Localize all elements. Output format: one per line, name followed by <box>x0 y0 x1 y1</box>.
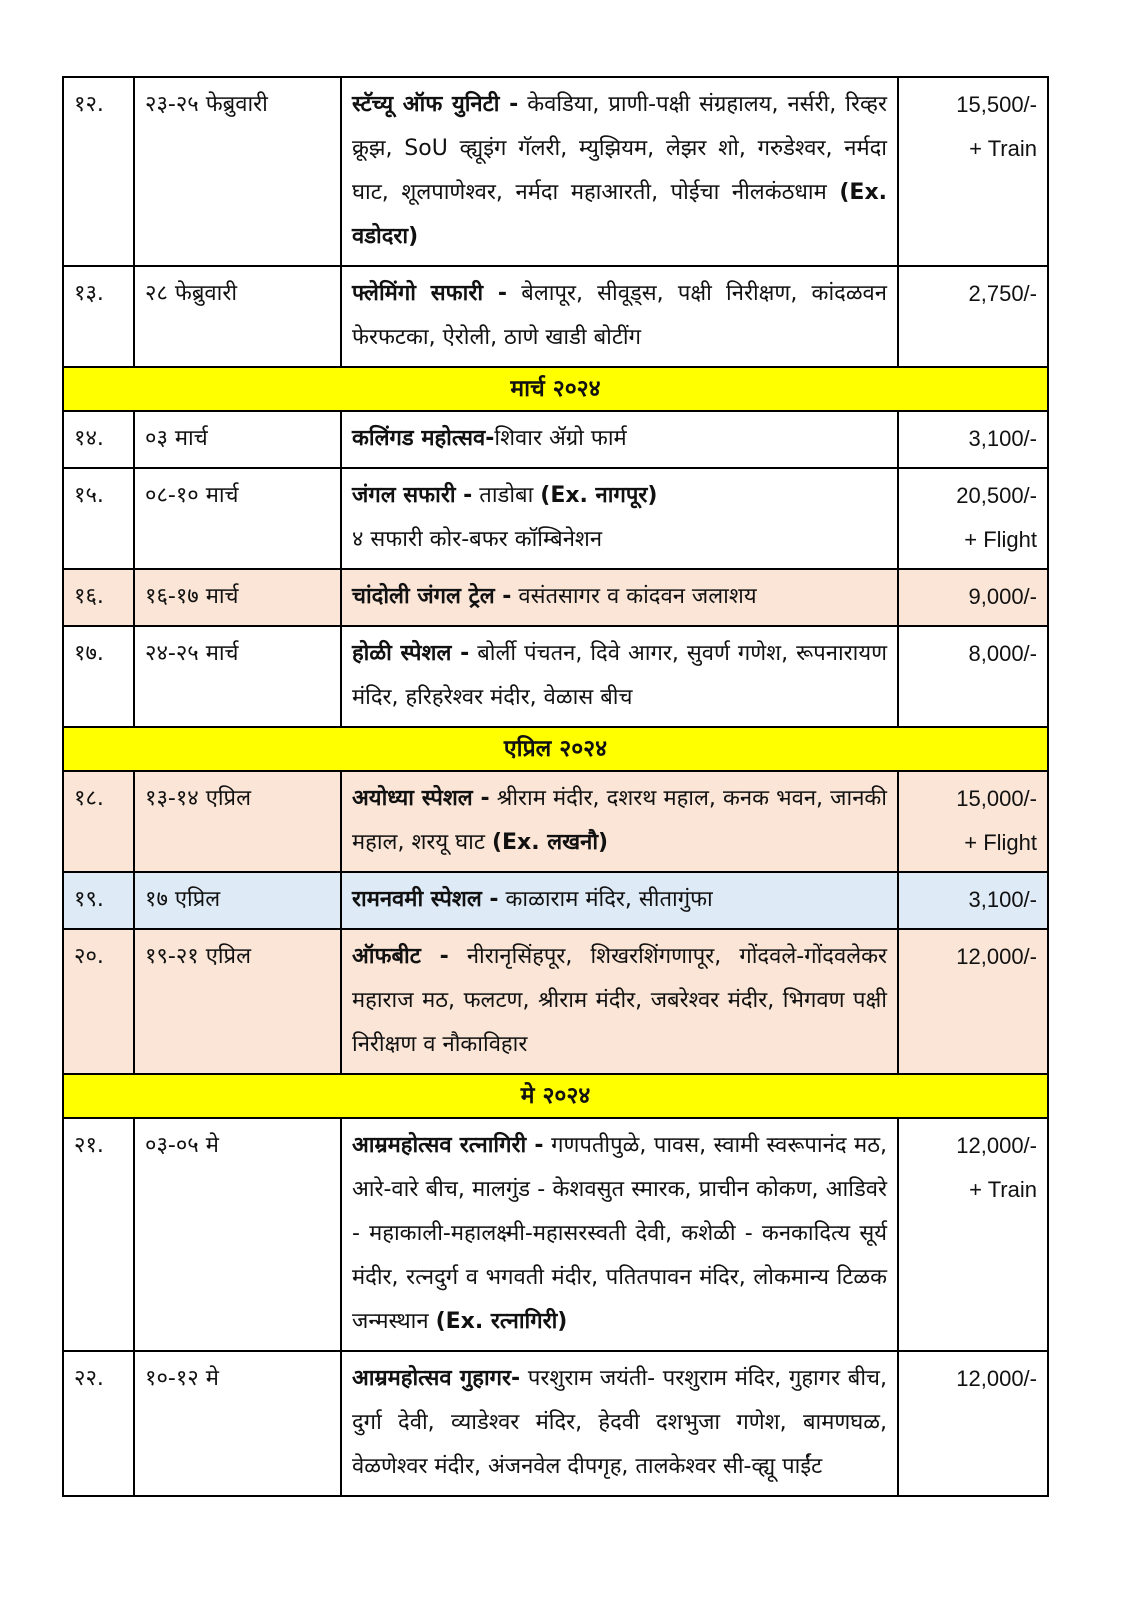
tour-departure: (Ex. लखनौ) <box>491 830 609 855</box>
tour-date: ०३-०५ मे <box>134 1118 341 1351</box>
tour-row <box>63 1351 1048 1496</box>
tour-number: २०. <box>63 929 134 1074</box>
month-header-row <box>63 727 1048 771</box>
tour-price-amount: 15,500/- <box>956 92 1037 117</box>
month-header: मार्च २०२४ <box>63 367 1048 411</box>
month-header-row <box>63 367 1048 411</box>
tour-price <box>898 468 1048 569</box>
tour-price-amount: 3,100/- <box>968 887 1037 912</box>
tour-title: स्टॅच्यू ऑफ युनिटी - <box>352 92 519 117</box>
tour-row <box>63 626 1048 727</box>
tour-description <box>341 1351 898 1496</box>
tour-title: चांदोली जंगल ट्रेल - <box>352 584 512 609</box>
tour-title: आम्रमहोत्सव गुहागर- <box>352 1366 521 1391</box>
tour-price-extra: + Train <box>969 136 1037 161</box>
tour-date: ०३ मार्च <box>134 411 341 468</box>
tour-description <box>341 1118 898 1351</box>
tour-title: फ्लेमिंगो सफारी - <box>352 281 508 306</box>
tour-price-extra: + Flight <box>964 527 1037 552</box>
tour-date: १३-१४ एप्रिल <box>134 771 341 872</box>
tour-date: ०८-१० मार्च <box>134 468 341 569</box>
tour-price-amount: 9,000/- <box>968 584 1037 609</box>
tour-price-extra: + Train <box>969 1177 1037 1202</box>
tour-places: केवडिया, प्राणी-पक्षी संग्रहालय, नर्सरी, रिव्हर क्रूझ, SoU व्ह्यूइंग गॅलरी, म्युझियम, लेझर शो, गरुडेश्वर, नर्मदा घाट, शूलपाणेश्वर, नर्मदा महाआरती, पोईचा नीलकंठधाम <box>352 92 887 205</box>
tour-places: श्रीराम मंदीर, दशरथ महाल, कनक भवन, जानकी महाल, शरयू घाट <box>352 786 887 855</box>
tour-price-amount: 12,000/- <box>956 1133 1037 1158</box>
tour-price-amount: 12,000/- <box>956 944 1037 969</box>
tour-title: अयोध्या स्पेशल - <box>352 786 490 811</box>
tour-date: २३-२५ फेब्रुवारी <box>134 77 341 266</box>
tour-places: गणपतीपुळे, पावस, स्वामी स्वरूपानंद मठ, आरे-वारे बीच, मालगुंड - केशवसुत स्मारक, प्राचीन कोकण, आडिवरे - महाकाली-महालक्ष्मी-महासरस्वती देवी, कशेळी - कनकादित्य सूर्य मंदीर, रत्नदुर्ग व भगवती मंदीर, पतितपावन मंदिर, लोकमान्य टिळक जन्मस्थान <box>352 1133 887 1334</box>
tour-places: शिवार ॲग्रो फार्म <box>494 426 627 451</box>
tour-price <box>898 77 1048 266</box>
tour-number: १३. <box>63 266 134 367</box>
tour-number: १२. <box>63 77 134 266</box>
tour-price-amount: 12,000/- <box>956 1366 1037 1391</box>
tour-title: कलिंगड महोत्सव- <box>352 426 495 451</box>
tour-description <box>341 569 898 626</box>
month-header: एप्रिल २०२४ <box>63 727 1048 771</box>
tour-number: २१. <box>63 1118 134 1351</box>
tour-places-line2: ४ सफारी कोर-बफर कॉम्बिनेशन <box>352 527 603 552</box>
tour-title: ऑफबीट - <box>352 944 449 969</box>
tour-description <box>341 266 898 367</box>
tour-row <box>63 77 1048 266</box>
tour-date: २८ फेब्रुवारी <box>134 266 341 367</box>
tour-row <box>63 569 1048 626</box>
tour-price <box>898 411 1048 468</box>
tour-row <box>63 266 1048 367</box>
tour-title: जंगल सफारी - <box>352 483 473 508</box>
tour-title: रामनवमी स्पेशल - <box>352 887 499 912</box>
tour-number: १६. <box>63 569 134 626</box>
tour-price <box>898 569 1048 626</box>
tour-row <box>63 1118 1048 1351</box>
tour-description <box>341 626 898 727</box>
tour-number: १४. <box>63 411 134 468</box>
tour-schedule-table <box>62 76 1049 1497</box>
tour-description <box>341 929 898 1074</box>
tour-row <box>63 771 1048 872</box>
tour-number: २२. <box>63 1351 134 1496</box>
tour-price <box>898 1118 1048 1351</box>
tour-title: आम्रमहोत्सव रत्नागिरी - <box>352 1133 544 1158</box>
tour-description <box>341 468 898 569</box>
tour-price <box>898 771 1048 872</box>
tour-row <box>63 468 1048 569</box>
tour-price-amount: 3,100/- <box>968 426 1037 451</box>
tour-price <box>898 266 1048 367</box>
tour-description <box>341 77 898 266</box>
tour-places: नीरानृसिंहपूर, शिखरशिंगणापूर, गोंदवले-गोंदवलेकर महाराज मठ, फलटण, श्रीराम मंदीर, जबरेश्वर मंदीर, भिगवण पक्षी निरीक्षण व नौकाविहार <box>352 944 888 1057</box>
tour-places: परशुराम जयंती- परशुराम मंदिर, गुहागर बीच, दुर्गा देवी, व्याडेश्वर मंदिर, हेदवी दशभुजा गणेश, बामणघळ, वेळणेश्वर मंदीर, अंजनवेल दीपगृह, तालकेश्वर सी-व्ह्यू पाईंट <box>352 1366 888 1479</box>
tour-date: १६-१७ मार्च <box>134 569 341 626</box>
tour-price-amount: 2,750/- <box>968 281 1037 306</box>
tour-description <box>341 411 898 468</box>
tour-places: बेलापूर, सीवूड्स, पक्षी निरीक्षण, कांदळवन फेरफटका, ऐरोली, ठाणे खाडी बोटींग <box>352 281 887 350</box>
month-header-row <box>63 1074 1048 1118</box>
tour-price <box>898 1351 1048 1496</box>
tour-description <box>341 872 898 929</box>
tour-price <box>898 872 1048 929</box>
tour-number: १८. <box>63 771 134 872</box>
month-header: मे २०२४ <box>63 1074 1048 1118</box>
tour-number: १५. <box>63 468 134 569</box>
tour-price <box>898 626 1048 727</box>
tour-price-amount: 8,000/- <box>968 641 1037 666</box>
tour-description <box>341 771 898 872</box>
tour-row <box>63 411 1048 468</box>
tour-date: २४-२५ मार्च <box>134 626 341 727</box>
tour-row <box>63 872 1048 929</box>
tour-departure: (Ex. रत्नागिरी) <box>435 1309 568 1334</box>
tour-price-extra: + Flight <box>964 830 1037 855</box>
tour-date: १९-२१ एप्रिल <box>134 929 341 1074</box>
tour-places: वसंतसागर व कांदवन जलाशय <box>511 584 757 609</box>
tour-places: ताडोबा <box>472 483 541 508</box>
tour-price-amount: 20,500/- <box>956 483 1037 508</box>
tour-row <box>63 929 1048 1074</box>
tour-number: १९. <box>63 872 134 929</box>
tour-title: होळी स्पेशल - <box>352 641 470 666</box>
tour-places: बोर्ली पंचतन, दिवे आगर, सुवर्ण गणेश, रूपनारायण मंदिर, हरिहरेश्वर मंदीर, वेळास बीच <box>352 641 888 710</box>
tour-places: काळाराम मंदिर, सीतागुंफा <box>498 887 713 912</box>
tour-number: १७. <box>63 626 134 727</box>
tour-date: १७ एप्रिल <box>134 872 341 929</box>
tour-departure: (Ex. नागपूर) <box>540 483 658 508</box>
tour-departure: (Ex. वडोदरा) <box>352 180 887 249</box>
tour-price <box>898 929 1048 1074</box>
tour-price-amount: 15,000/- <box>956 786 1037 811</box>
tour-date: १०-१२ मे <box>134 1351 341 1496</box>
